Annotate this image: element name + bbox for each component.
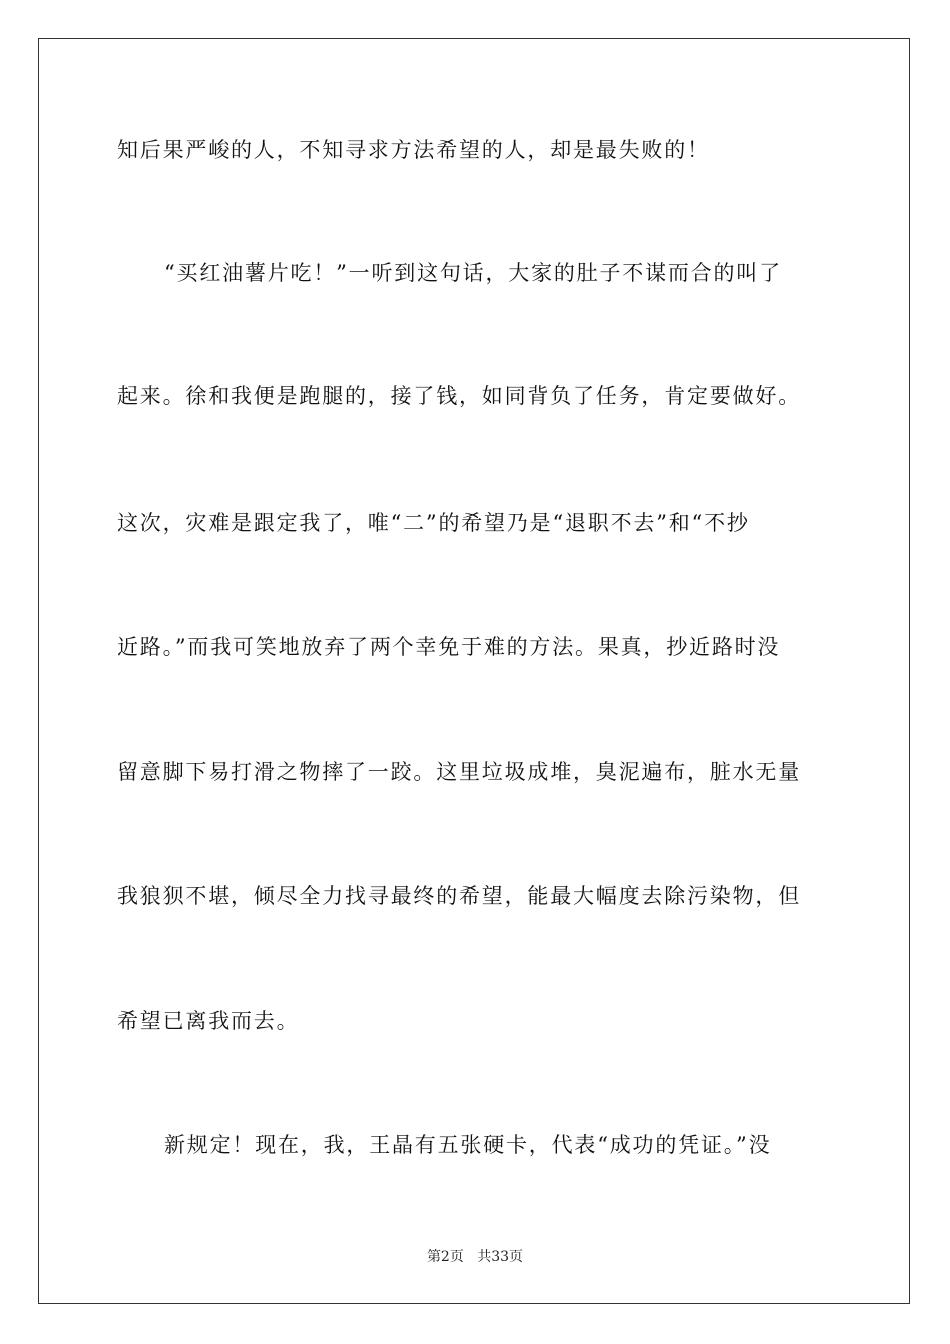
page-number: 第2页 [426, 1249, 464, 1265]
text-line-8: 希望已离我而去。 [117, 1009, 300, 1033]
page-border [38, 38, 910, 1304]
text-line-4: 这次，灾难是跟定我了，唯“二”的希望乃是“退职不去”和“不抄 [117, 511, 750, 535]
text-line-2: “买红油薯片吃！”一听到这句话，大家的肚子不谋而合的叫了 [164, 261, 782, 285]
text-line-1: 知后果严峻的人，不知寻求方法希望的人，却是最失败的！ [117, 138, 710, 162]
page-footer [0, 1248, 950, 1266]
text-line-6: 留意脚下易打滑之物摔了一跤。这里垃圾成堆，臭泥遍布，脏水无量 [117, 760, 801, 784]
text-line-5: 近路。”而我可笑地放弃了两个幸免于难的方法。果真，抄近路时没 [117, 635, 781, 659]
text-line-3: 起来。徐和我便是跑腿的，接了钱，如同背负了任务，肯定要做好。 [117, 384, 801, 408]
total-pages: 共33页 [477, 1249, 524, 1265]
text-line-9: 新规定！现在，我，王晶有五张硬卡，代表“成功的凭证。”没 [164, 1133, 772, 1157]
text-line-7: 我狼狈不堪，倾尽全力找寻最终的希望，能最大幅度去除污染物，但 [117, 884, 801, 908]
